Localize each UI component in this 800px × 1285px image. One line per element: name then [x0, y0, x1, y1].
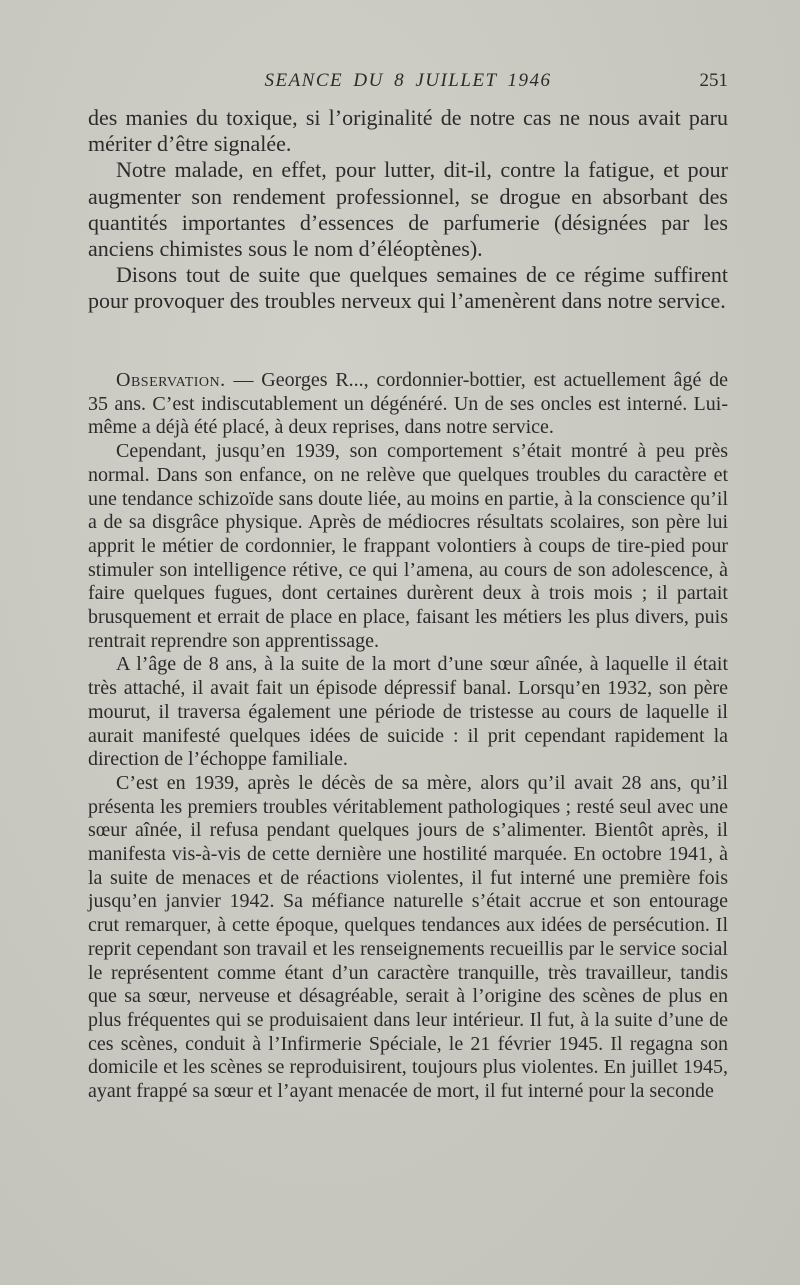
observation-label: Observation.	[116, 369, 226, 391]
observation-section	[88, 369, 728, 1104]
observation-paragraph-1-text: — Georges R..., cordonnier-bottier, est actuellement âgé de 35 ans. C’est indiscutablement un dégénéré. Un de ses oncles est interné. Lui-même a déjà été placé, à deux reprises, dans notre service.	[88, 369, 728, 439]
observation-paragraph-3: A l’âge de 8 ans, à la suite de la mort d’une sœur aînée, à laquelle il était très attaché, il avait fait un épisode dépressif banal. Lorsqu’en 1932, son père mourut, il traversa également une période de tristesse au cours de laquelle il aurait manifesté quelques idées de suicide : il prit cependant rapidement la direction de l’échoppe familiale.	[88, 653, 728, 771]
observation-paragraph-4: C’est en 1939, après le décès de sa mère, alors qu’il avait 28 ans, qu’il présenta les premiers troubles véritablement pathologiques ; resté seul avec une sœur aînée, il refusa pendant quelques jours de s’alimenter. Bientôt après, il manifesta vis-à-vis de cette dernière une hostilité marquée. En octobre 1941, à la suite de menaces et de réactions violentes, il fut interné une première fois jusqu’en janvier 1942. Sa méfiance naturelle s’était accrue et son entourage crut remarquer, à cette époque, quelques tendances aux idées de persécution. Il reprit cependant son travail et les renseignements recueillis par le service social le représentent comme étant d’un caractère tranquille, très travailleur, tandis que sa sœur, nerveuse et désagréable, serait à l’origine des scènes de plus en plus fréquentes qui se produisaient dans leur intérieur. Il fut, à la suite d’une de ces scènes, conduit à l’Infirmerie Spéciale, le 21 février 1945. Il regagna son domicile et les scènes se reproduisirent, toujours plus violentes. En juillet 1945, ayant frappé sa sœur et l’ayant menacée de mort, il fut interné pour la seconde	[88, 771, 728, 1103]
observation-paragraph-2: Cependant, jusqu’en 1939, son comportement s’était montré à peu près normal. Dans son enfance, on ne relève que quelques troubles du caractère et une tendance schizoïde sans doute liée, au moins en partie, à la conscience qu’il a de sa disgrâce physique. Après de médiocres résultats scolaires, son père lui apprit le métier de cordonnier, le frappant volontiers à coups de tire-pied pour stimuler son intelligence rétive, ce qui l’amena, au cours de son adolescence, à faire quelques fugues, dont certaines durèrent deux à trois mois ; il partait brusquement et errait de place en place, faisant les métiers les plus divers, puis rentrait reprendre son apprentissage.	[88, 440, 728, 652]
intro-text	[88, 105, 728, 315]
observation-paragraph-1	[88, 369, 728, 440]
page-number: 251	[699, 70, 728, 91]
intro-paragraph-1: des manies du toxique, si l’originalité de notre cas ne nous avait paru mériter d’être signalée.	[88, 105, 728, 157]
running-header	[88, 70, 728, 100]
intro-paragraph-2: Notre malade, en effet, pour lutter, dit-il, contre la fatigue, et pour augmenter son rendement professionnel, se drogue en absorbant des quantités importantes d’essences de parfumerie (désignées par les anciens chimistes sous le nom d’éléoptènes).	[88, 157, 728, 262]
intro-paragraph-3: Disons tout de suite que quelques semaines de ce régime suffirent pour provoquer des troubles nerveux qui l’amenèrent dans notre service.	[88, 262, 728, 314]
running-title: SEANCE DU 8 JUILLET 1946	[264, 70, 552, 91]
